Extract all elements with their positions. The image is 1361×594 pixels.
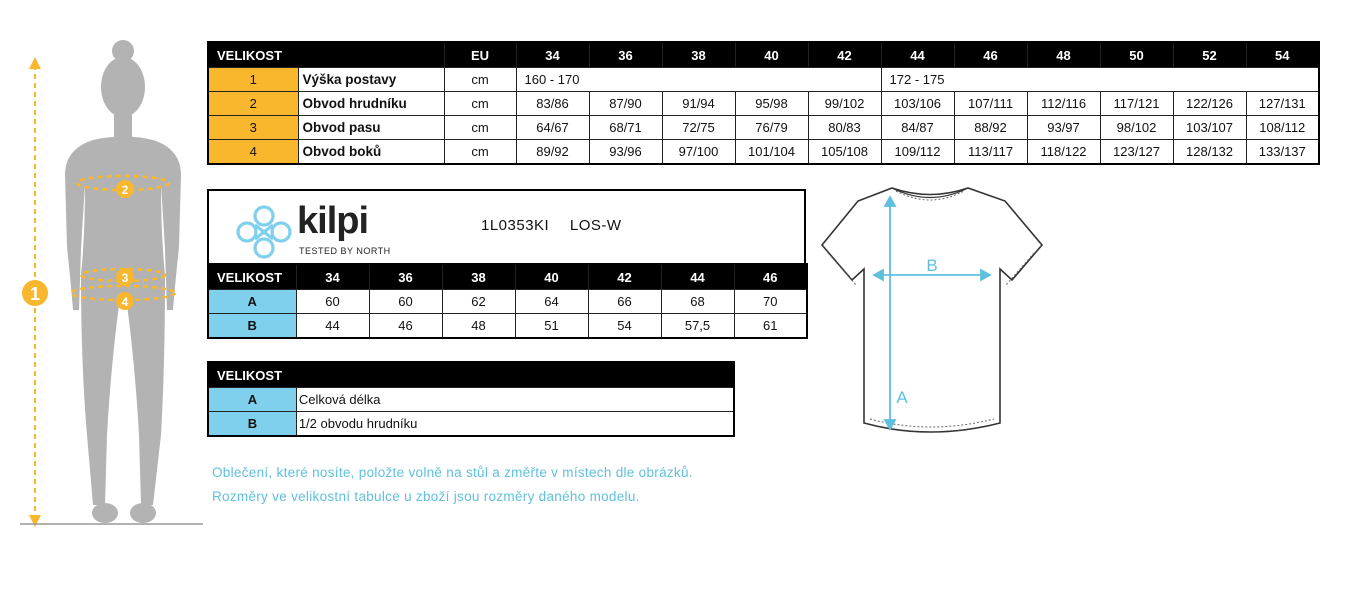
table-cell: 118/122	[1027, 140, 1100, 165]
marker-2: 2	[121, 183, 129, 197]
header-size: 36	[369, 264, 442, 290]
table-cell: 123/127	[1100, 140, 1173, 165]
header-size: 40	[515, 264, 588, 290]
header-velikost: VELIKOST	[208, 42, 444, 68]
header-size: 52	[1173, 42, 1246, 68]
table-cell: 64/67	[516, 116, 589, 140]
header-size: 42	[588, 264, 661, 290]
header-size: 46	[734, 264, 807, 290]
legend-text: 1/2 obvodu hrudníku	[296, 412, 734, 437]
row-number: 3	[208, 116, 298, 140]
header-size: 38	[662, 42, 735, 68]
table-cell: 84/87	[881, 116, 954, 140]
brand-tagline: TESTED BY NORTH	[299, 246, 391, 256]
body-figure	[15, 35, 205, 530]
row-label: Výška postavy	[298, 68, 444, 92]
table-row	[208, 92, 1319, 116]
row-unit: cm	[444, 116, 516, 140]
table-cell: 60	[296, 290, 369, 314]
header-size: 44	[661, 264, 734, 290]
table-cell: 97/100	[662, 140, 735, 165]
size-table-header	[208, 42, 1319, 68]
table-cell: 103/107	[1173, 116, 1246, 140]
row-number: 4	[208, 140, 298, 165]
table-cell: 122/126	[1173, 92, 1246, 116]
table-row	[208, 140, 1319, 165]
table-cell: 117/121	[1100, 92, 1173, 116]
header-size: 42	[808, 42, 881, 68]
size-table	[207, 41, 1320, 165]
table-cell: 112/116	[1027, 92, 1100, 116]
header-size: 34	[516, 42, 589, 68]
table-cell: 72/75	[662, 116, 735, 140]
table-cell: 61	[734, 314, 807, 339]
row-label: A	[208, 388, 296, 412]
header-eu: EU	[444, 42, 516, 68]
table-cell: 91/94	[662, 92, 735, 116]
table-cell: 46	[369, 314, 442, 339]
table-cell: 54	[588, 314, 661, 339]
row-number: 1	[208, 68, 298, 92]
table-cell: 93/97	[1027, 116, 1100, 140]
row-label: A	[208, 290, 296, 314]
table-row	[208, 314, 807, 339]
table-cell: 68	[661, 290, 734, 314]
header-velikost: VELIKOST	[208, 362, 734, 388]
marker-4: 4	[121, 295, 129, 309]
table-cell: 80/83	[808, 116, 881, 140]
table-row	[208, 68, 1319, 92]
table-row	[208, 290, 807, 314]
table-cell: 93/96	[589, 140, 662, 165]
legend-header	[208, 362, 734, 388]
model-code: 1L0353KI	[481, 217, 550, 234]
table-row	[208, 412, 734, 437]
marker-3: 3	[121, 271, 129, 285]
header-size: 46	[954, 42, 1027, 68]
height-range: 160 - 170	[516, 68, 881, 92]
table-cell: 103/106	[881, 92, 954, 116]
table-cell: 108/112	[1246, 116, 1319, 140]
table-cell: 76/79	[735, 116, 808, 140]
table-cell: 105/108	[808, 140, 881, 165]
header-size: 40	[735, 42, 808, 68]
header-size: 36	[589, 42, 662, 68]
header-velikost: VELIKOST	[208, 264, 296, 290]
table-cell: 95/98	[735, 92, 808, 116]
header-size: 50	[1100, 42, 1173, 68]
header-size: 48	[1027, 42, 1100, 68]
table-row	[208, 388, 734, 412]
height-range: 172 - 175	[881, 68, 1319, 92]
table-cell: 98/102	[1100, 116, 1173, 140]
row-label: Obvod hrudníku	[298, 92, 444, 116]
row-label: Obvod pasu	[298, 116, 444, 140]
table-row	[208, 116, 1319, 140]
row-unit: cm	[444, 68, 516, 92]
model-name: LOS-W	[569, 217, 622, 234]
table-cell: 44	[296, 314, 369, 339]
row-label: Obvod boků	[298, 140, 444, 165]
table-cell: 89/92	[516, 140, 589, 165]
marker-1: 1	[29, 284, 41, 304]
tshirt-diagram	[820, 183, 1050, 445]
row-unit: cm	[444, 140, 516, 165]
product-header	[207, 189, 806, 264]
row-label: B	[208, 412, 296, 437]
product-measurements-table	[207, 263, 808, 339]
table-cell: 51	[515, 314, 588, 339]
header-size: 38	[442, 264, 515, 290]
table-cell: 60	[369, 290, 442, 314]
table-cell: 68/71	[589, 116, 662, 140]
header-size: 54	[1246, 42, 1319, 68]
table-cell: 62	[442, 290, 515, 314]
legend-text: Celková délka	[296, 388, 734, 412]
table-cell: 109/112	[881, 140, 954, 165]
table-cell: 99/102	[808, 92, 881, 116]
legend-table	[207, 361, 735, 437]
row-unit: cm	[444, 92, 516, 116]
table-cell: 57,5	[661, 314, 734, 339]
table-cell: 127/131	[1246, 92, 1319, 116]
table-cell: 133/137	[1246, 140, 1319, 165]
table-cell: 101/104	[735, 140, 808, 165]
table-cell: 88/92	[954, 116, 1027, 140]
table-cell: 128/132	[1173, 140, 1246, 165]
row-number: 2	[208, 92, 298, 116]
model-label	[481, 217, 638, 234]
brand-name: kilpi	[297, 200, 369, 242]
product-table-header	[208, 264, 807, 290]
table-cell: 70	[734, 290, 807, 314]
table-cell: 48	[442, 314, 515, 339]
table-cell: 66	[588, 290, 661, 314]
note-text: Oblečení, které nosíte, položte volně na stůl a změřte v místech dle obrázků.	[212, 465, 693, 480]
kilpi-logo-icon	[233, 203, 295, 261]
table-cell: 83/86	[516, 92, 589, 116]
table-cell: 113/117	[954, 140, 1027, 165]
header-size: 34	[296, 264, 369, 290]
shirt-marker-a: A	[896, 388, 908, 407]
header-size: 44	[881, 42, 954, 68]
shirt-marker-b: B	[926, 256, 938, 275]
table-cell: 87/90	[589, 92, 662, 116]
note-text: Rozměry ve velikostní tabulce u zboží jsou rozměry daného modelu.	[212, 489, 640, 504]
table-cell: 64	[515, 290, 588, 314]
table-cell: 107/111	[954, 92, 1027, 116]
row-label: B	[208, 314, 296, 339]
